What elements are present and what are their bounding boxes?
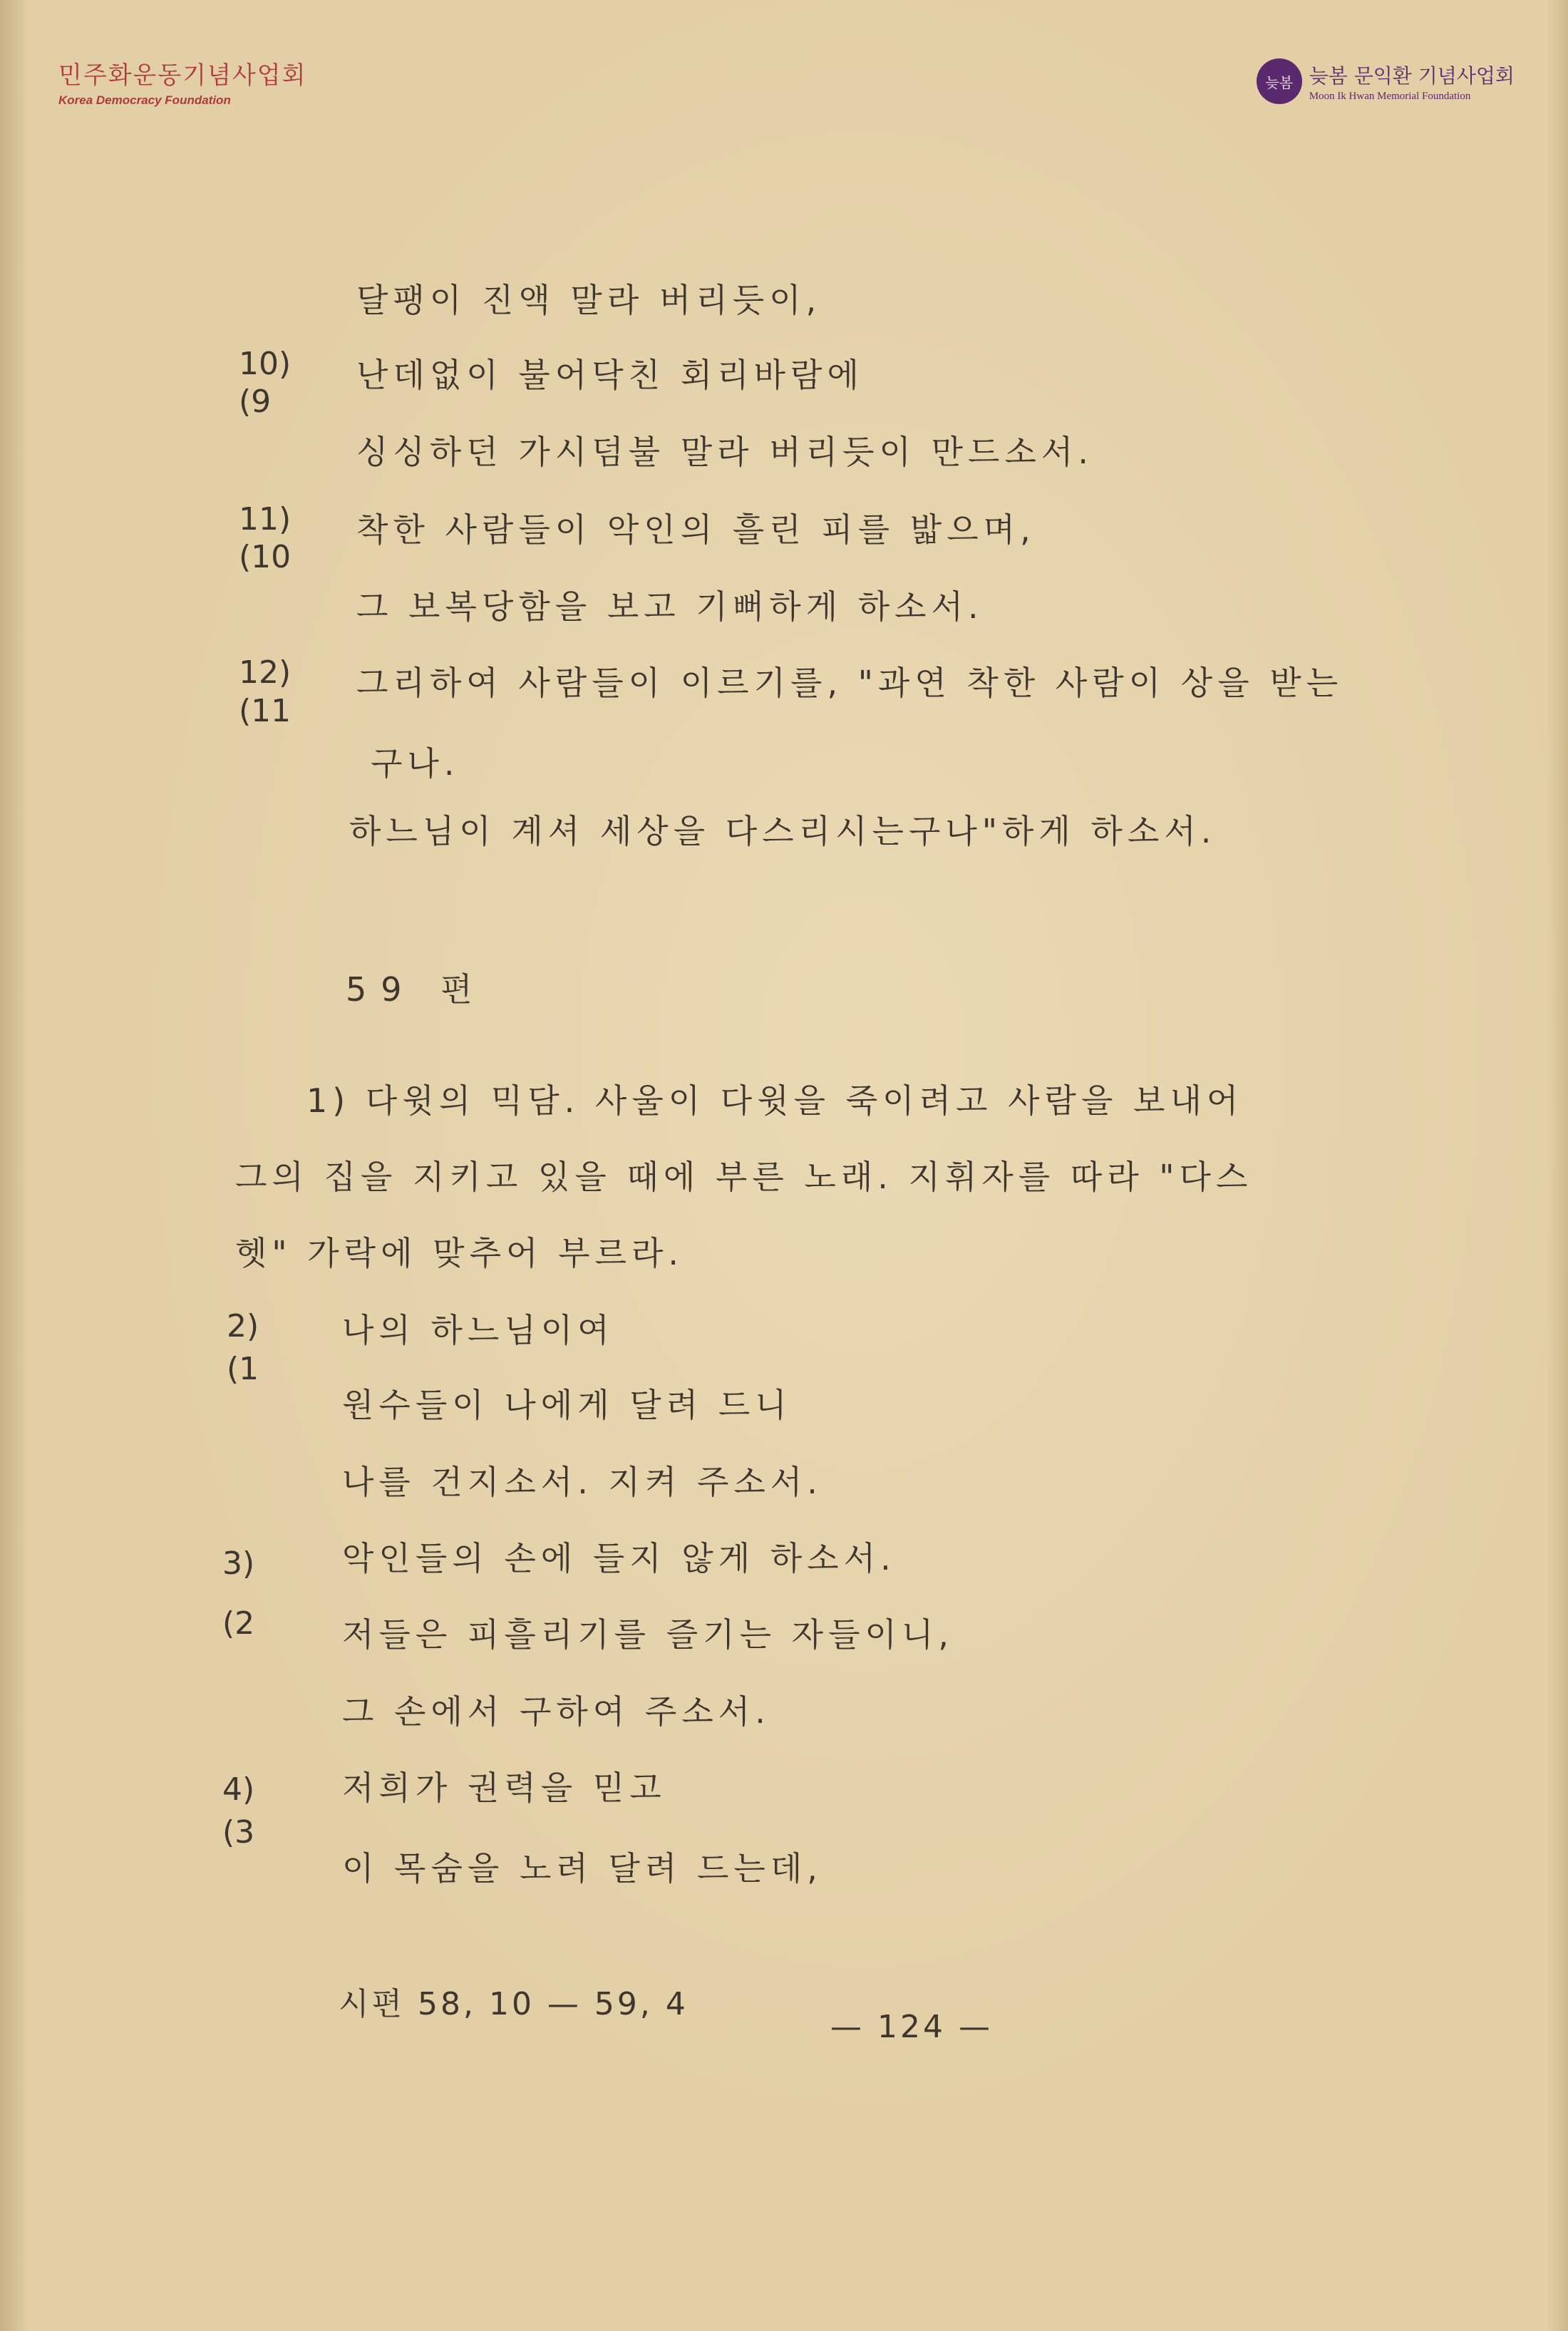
verse-line: 구나. bbox=[371, 744, 460, 783]
verse-line: 원수들이 나에게 달려 드니 bbox=[342, 1386, 792, 1424]
verse-line: 저들은 피흘리기를 즐기는 자들이니, bbox=[342, 1615, 954, 1654]
right-logo-korean: 늦봄 문익환 기념사업회 bbox=[1309, 63, 1515, 88]
verse-number: 4) bbox=[222, 1771, 255, 1808]
verse-line: 그리하여 사람들이 이르기를, "과연 착한 사람이 상을 받는 bbox=[356, 664, 1343, 702]
verse-line: 싱싱하던 가시덤불 말라 버리듯이 만드소서. bbox=[356, 433, 1093, 471]
verse-number-alt: (3 bbox=[222, 1814, 255, 1851]
right-logo-english: Moon Ik Hwan Memorial Foundation bbox=[1309, 90, 1471, 102]
verse-number: 12) bbox=[239, 654, 292, 691]
verse-line: 나의 하느님이여 bbox=[342, 1311, 614, 1349]
verse-line: 착한 사람들이 악인의 흘린 피를 밟으며, bbox=[356, 510, 1036, 549]
seal-icon: 늦봄 bbox=[1257, 58, 1302, 104]
scripture-reference: 시편 58, 10 — 59, 4 bbox=[339, 1986, 688, 2022]
verse-number-alt: (11 bbox=[239, 693, 292, 729]
verse-number-alt: (10 bbox=[239, 539, 292, 575]
verse-line: 그 손에서 구하여 주소서. bbox=[342, 1692, 770, 1731]
moon-ik-hwan-foundation-logo bbox=[1257, 58, 1515, 104]
verse-line: 난데없이 불어닥친 회리바람에 bbox=[356, 356, 864, 394]
superscription-line: 그의 집을 지키고 있을 때에 부른 노래. 지휘자를 따라 "다스 bbox=[235, 1158, 1253, 1196]
verse-line: 악인들의 손에 들지 않게 하소서. bbox=[342, 1539, 896, 1578]
verse-line: 그 보복당함을 보고 기뻐하게 하소서. bbox=[356, 587, 984, 626]
left-logo-korean: 민주화운동기념사업회 bbox=[58, 61, 307, 90]
verse-line: 이 목숨을 노려 달려 드는데, bbox=[342, 1849, 822, 1888]
superscription-line: 헷" 가락에 맞추어 부르라. bbox=[235, 1234, 684, 1272]
verse-number-alt: (9 bbox=[239, 384, 272, 420]
superscription-line: 1) 다윗의 믹담. 사울이 다윗을 죽이려고 사람을 보내어 bbox=[306, 1081, 1244, 1120]
verse-line: 나를 건지소서. 지켜 주소서. bbox=[342, 1463, 822, 1501]
korea-democracy-foundation-logo bbox=[58, 56, 306, 108]
chapter-heading: 59 편 bbox=[346, 970, 487, 1009]
verse-line: 저희가 권력을 믿고 bbox=[342, 1769, 666, 1807]
verse-number: 10) bbox=[239, 346, 292, 382]
verse-number-alt: (1 bbox=[227, 1351, 259, 1387]
verse-number: 2) bbox=[227, 1308, 259, 1344]
verse-line: 하느님이 계셔 세상을 다스리시는구나"하게 하소서. bbox=[349, 812, 1217, 850]
verse-number: 3) bbox=[222, 1545, 255, 1582]
left-logo-english: Korea Democracy Foundation bbox=[58, 93, 231, 107]
verse-number: 11) bbox=[239, 501, 292, 537]
verse-number-alt: (2 bbox=[222, 1605, 255, 1642]
verse-line: 달팽이 진액 말라 버리듯이, bbox=[356, 281, 822, 319]
page-number: — 124 — bbox=[830, 2009, 993, 2045]
